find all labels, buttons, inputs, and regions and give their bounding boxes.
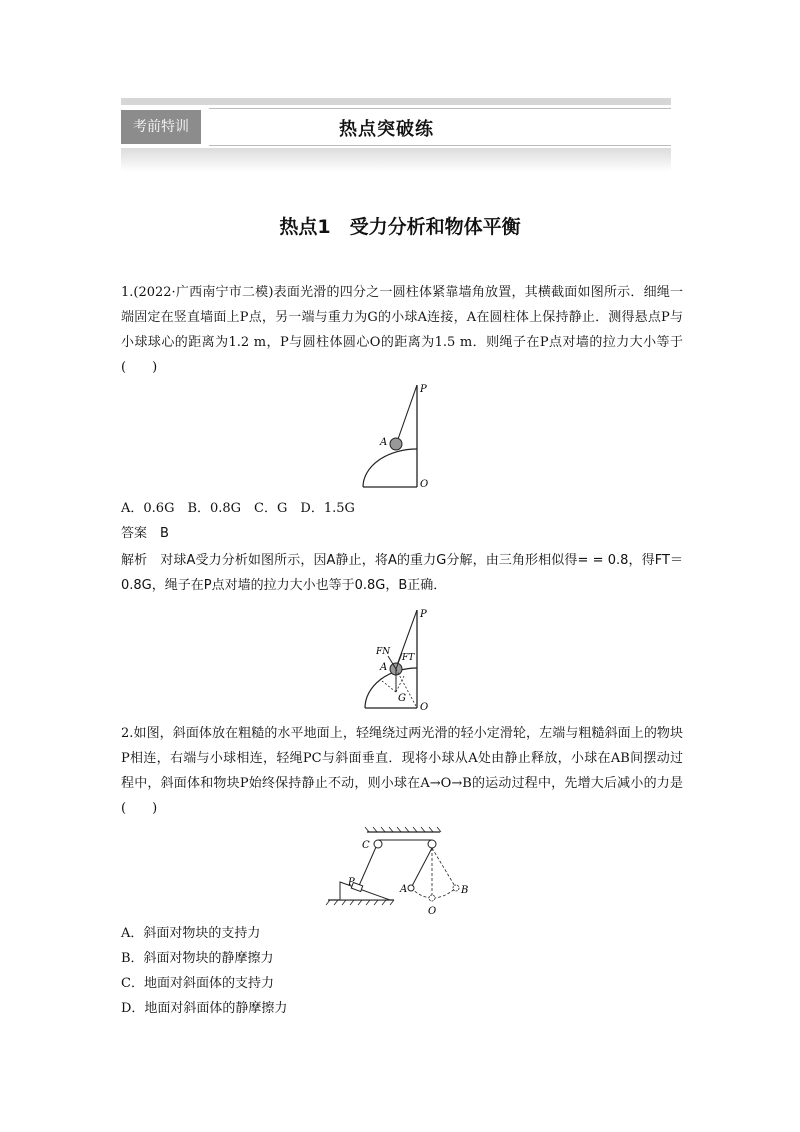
rope-line: [397, 385, 417, 442]
component-line: [382, 681, 396, 692]
pulley-right: [428, 840, 436, 848]
rope-pendulum-b: [432, 848, 456, 888]
label-b: B: [461, 885, 469, 896]
banner-shadow: [121, 148, 671, 172]
label-ft: FT: [402, 653, 415, 663]
ball-a: [390, 438, 402, 450]
ceiling-hatch: [365, 827, 441, 832]
label-a: A: [400, 884, 408, 895]
question-2-figure: [322, 826, 482, 918]
label-o: O: [420, 702, 429, 713]
banner-title-box: [209, 108, 671, 146]
question-2-option-a: A．斜面对物块的支持力: [121, 926, 261, 941]
banner-tag: 考前特训: [121, 110, 201, 144]
question-1-force-figure: [362, 606, 442, 716]
question-2-option-b: B．斜面对物块的静摩擦力: [121, 951, 274, 966]
label-a: A: [380, 662, 388, 673]
ball-o: [429, 895, 435, 901]
question-2-stem: 2.如图，斜面体放在粗糙的水平地面上，轻绳绕过两光滑的轻小定滑轮，左端与粗糙斜面上的物块P相连，右端与小球相连，轻绳PC与斜面垂直．现将小球从A处由静止释放，小球在AB间摆动过程中，斜面体和物块P始终保持静止不动，则小球在A→O→B的运动过程中，先增大后减小的力是( ): [121, 726, 683, 816]
ball-a: [408, 885, 414, 891]
question-1-figure: [360, 380, 440, 495]
section-banner: [121, 98, 671, 172]
quarter-cylinder: [363, 449, 417, 487]
ball-b: [453, 885, 459, 891]
question-1-analysis: 解析 对球A受力分析如图所示，因A静止，将A的重力G分解，由三角形相似得= = 0.8，得FT＝0.8G，绳子在P点对墙的拉力大小也等于0.8G，B正确．: [121, 553, 683, 593]
label-a: A: [380, 437, 388, 448]
page-heading: 热点1 受力分析和物体平衡: [279, 216, 521, 238]
banner-top-line: [121, 98, 671, 105]
label-fn: FN: [376, 647, 391, 657]
question-2-option-d: D．地面对斜面体的静摩擦力: [121, 1001, 288, 1016]
quarter-cylinder: [365, 668, 417, 708]
banner-title: 热点突破练: [339, 119, 434, 140]
label-p: P: [348, 877, 355, 888]
component-line-2: [396, 676, 404, 692]
label-o: O: [428, 906, 437, 917]
rope-pc: [358, 847, 376, 888]
question-1-answer: 答案 B: [121, 526, 169, 541]
ground-hatch: [326, 900, 394, 905]
pulley-c: [374, 840, 382, 848]
question-2-option-c: C．地面对斜面体的支持力: [121, 976, 274, 991]
question-1-options: A．0.6G B．0.8G C．G D．1.5G: [121, 501, 355, 516]
label-p: P: [420, 609, 427, 620]
label-c: C: [362, 840, 370, 851]
label-p: P: [420, 384, 427, 395]
question-1-stem: 1.(2022·广西南宁市二模)表面光滑的四分之一圆柱体紧靠墙角放置，其横截面如图所示．细绳一端固定在竖直墙面上P点，另一端与重力为G的小球A连接，A在圆柱体上保持静止．测得悬点P与小球球心的距离为1.2 m，P与圆柱体圆心O的距离为1.5 m．则绳子在P点对墙的拉力大小等于( ): [121, 285, 683, 375]
label-g: G: [398, 693, 406, 704]
rope-pendulum-a: [411, 848, 432, 888]
label-o: O: [420, 479, 429, 490]
